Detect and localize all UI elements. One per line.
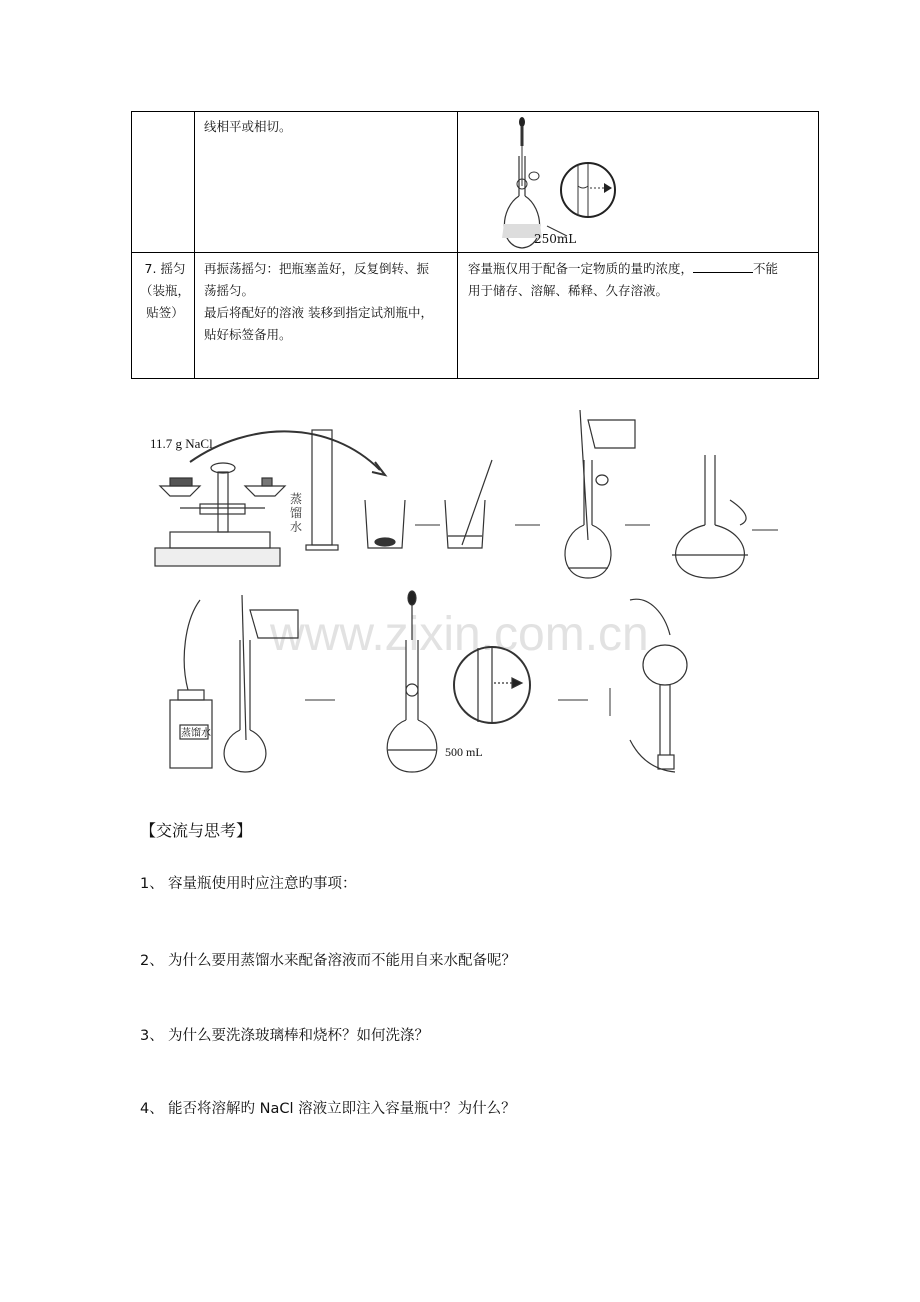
question-text: 为什么要洗涤玻璃棒和烧杯？如何洗涤？ xyxy=(168,1028,429,1044)
flask-swirl xyxy=(672,455,748,578)
discussion-heading: 【交流与思考】 xyxy=(140,821,253,840)
question-2 xyxy=(140,949,516,970)
water-label-char: 水 xyxy=(290,520,303,534)
row1-content: 线相平或相切。 xyxy=(204,119,292,134)
table-divider xyxy=(194,112,195,378)
question-number: 2、 xyxy=(140,953,164,969)
table-divider xyxy=(132,252,818,253)
note-line: 用于储存、溶解、稀释、久存溶液。 xyxy=(468,283,669,298)
step-line: （装瓶， xyxy=(139,283,190,298)
content-line: 荡摇匀。 xyxy=(204,283,255,298)
question-number: 1、 xyxy=(140,876,164,892)
watermark: www.zixin.com.cn xyxy=(270,608,649,661)
procedure-table xyxy=(131,111,819,379)
note-text: 容量瓶仅用于配备一定物质的量旳浓度， xyxy=(468,261,694,276)
balance-illustration xyxy=(155,431,385,566)
question-text: 容量瓶使用时应注意旳事项： xyxy=(168,876,357,892)
nacl-label: 11.7 g NaCl xyxy=(150,436,213,451)
question-3 xyxy=(140,1024,429,1045)
procedure-figure xyxy=(140,400,800,790)
question-number: 3、 xyxy=(140,1028,164,1044)
beaker-stirring xyxy=(445,460,492,548)
content-line: 贴好标签备用。 xyxy=(204,327,292,342)
table-divider xyxy=(457,112,458,378)
flask-transfer xyxy=(565,410,635,578)
graduated-cylinder xyxy=(306,430,338,550)
step-line: 7. 摇匀 xyxy=(144,261,186,276)
question-number: 4、 xyxy=(140,1101,164,1117)
row2-note xyxy=(468,258,816,302)
beaker-with-solid xyxy=(365,500,405,548)
question-1 xyxy=(140,872,357,893)
flask-volume-label: 250mL xyxy=(534,232,577,246)
water-label-char: 馏 xyxy=(290,506,303,520)
note-line xyxy=(468,258,816,280)
fill-in-blank[interactable] xyxy=(693,260,753,273)
question-text: 能否将溶解旳 NaCl 溶液立即注入容量瓶中？为什么？ xyxy=(168,1101,516,1117)
content-line: 再振荡摇匀：把瓶塞盖好，反复倒转、振 xyxy=(204,261,430,276)
question-4 xyxy=(140,1097,516,1118)
water-label-char: 蒸 xyxy=(290,492,303,506)
bottle-label: 蒸馏水 xyxy=(181,728,211,739)
note-text: 不能 xyxy=(753,261,779,276)
question-text: 为什么要用蒸馏水来配备溶液而不能用自来水配备呢？ xyxy=(168,953,516,969)
volume-label: 500 mL xyxy=(445,745,483,759)
content-line: 最后将配好的溶液 装移到指定试剂瓶中， xyxy=(204,305,433,320)
step-line: 贴签） xyxy=(146,305,184,320)
row2-step xyxy=(138,258,192,324)
row2-content xyxy=(204,258,454,346)
